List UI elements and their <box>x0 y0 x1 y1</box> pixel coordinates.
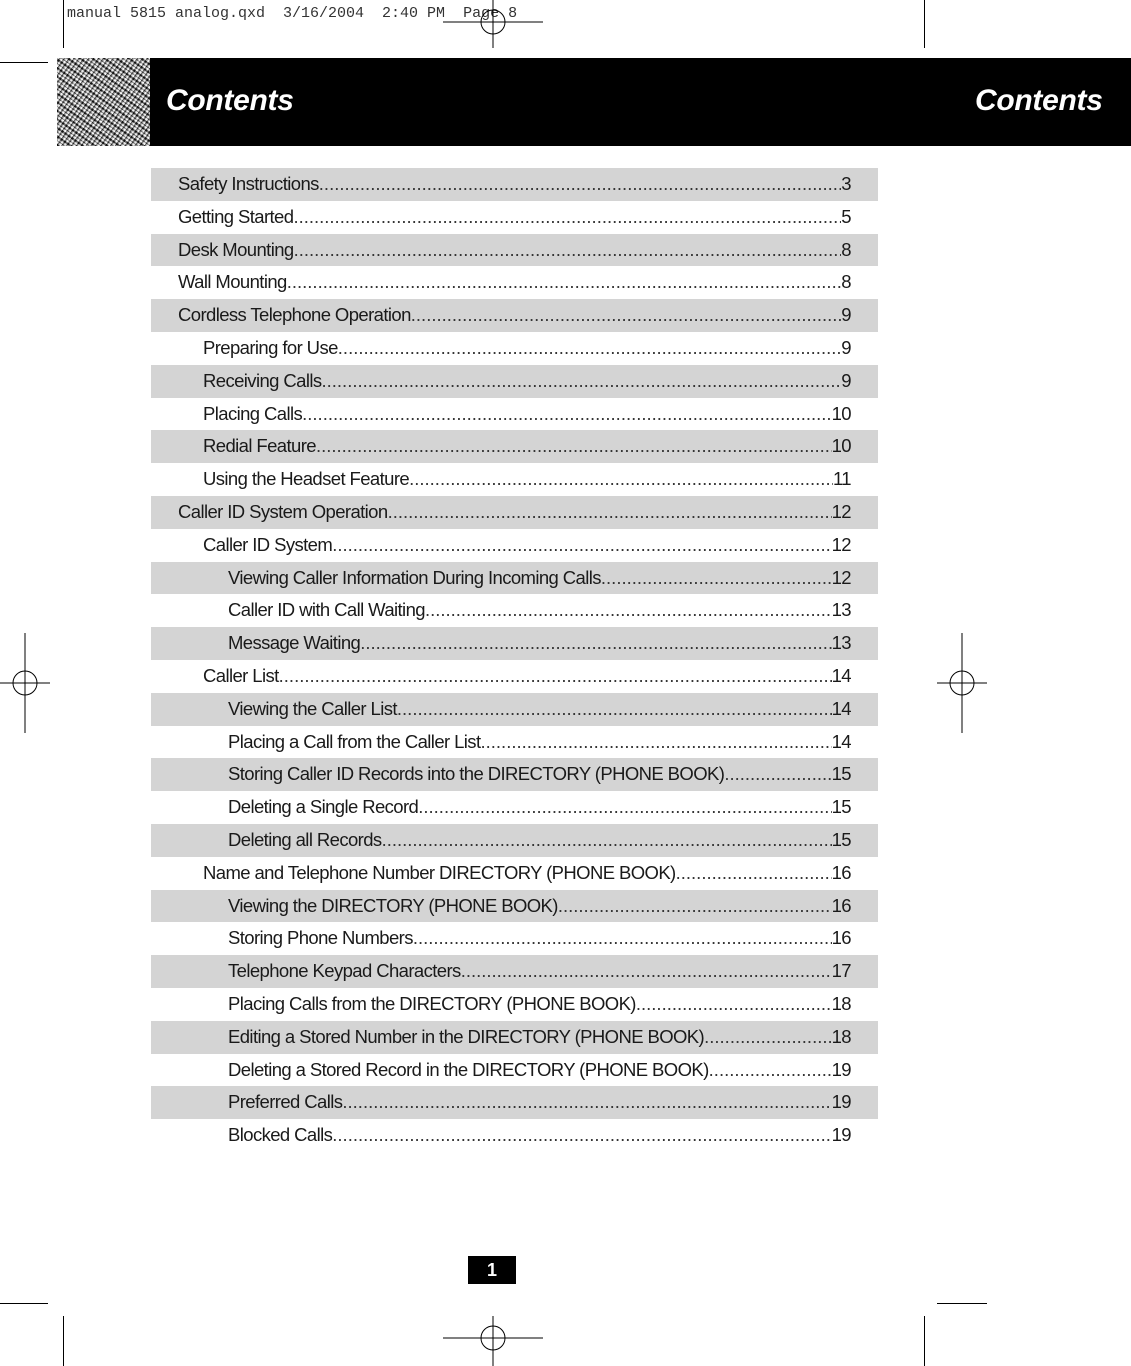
toc-entry-page: 12 <box>831 500 851 522</box>
toc-entry <box>151 496 878 529</box>
crop-mark-bottom-left-h <box>0 1303 48 1304</box>
toc-entry-line <box>203 430 851 463</box>
toc-entry-line <box>203 463 851 496</box>
toc-dot-leader <box>332 529 831 562</box>
toc-entry-line <box>228 824 851 857</box>
toc-entry <box>151 529 878 562</box>
toc-entry-page: 13 <box>831 599 851 621</box>
toc-entry-page: 10 <box>831 435 851 457</box>
toc-dot-leader <box>360 627 831 660</box>
toc-entry <box>151 365 878 398</box>
toc-entry-page: 10 <box>831 402 851 424</box>
toc-entry-page: 15 <box>831 763 851 785</box>
toc-entry <box>151 1119 878 1152</box>
toc-entry-line <box>203 398 851 431</box>
toc-entry-line <box>228 562 851 595</box>
toc-entry-label: Blocked Calls <box>228 1124 333 1146</box>
toc-entry-line <box>203 332 851 365</box>
toc-entry-page: 19 <box>831 1124 851 1146</box>
crop-mark-top-right-v <box>924 0 925 48</box>
registration-mark-top <box>443 0 543 48</box>
toc-dot-leader <box>704 1021 831 1054</box>
toc-dot-leader <box>425 594 832 627</box>
toc-dot-leader <box>636 988 832 1021</box>
toc-dot-leader <box>676 857 832 890</box>
toc-entry <box>151 463 878 496</box>
toc-entry-label: Placing Calls from the DIRECTORY (PHONE BOOK) <box>228 992 636 1014</box>
toc-entry-page: 16 <box>831 894 851 916</box>
toc-entry-page: 9 <box>841 369 851 391</box>
toc-entry <box>151 1086 878 1119</box>
toc-entry <box>151 627 878 660</box>
toc-dot-leader <box>724 758 831 791</box>
toc-dot-leader <box>413 922 832 955</box>
toc-entry-label: Caller ID with Call Waiting <box>228 599 425 621</box>
toc-dot-leader <box>558 890 832 923</box>
registration-mark-bottom <box>443 1316 543 1366</box>
toc-entry-label: Caller ID System <box>203 533 333 555</box>
toc-entry <box>151 955 878 988</box>
toc-entry-label: Receiving Calls <box>203 369 322 391</box>
toc-dot-leader <box>342 1086 831 1119</box>
toc-dot-leader <box>409 463 833 496</box>
crop-mark-bottom-right-v <box>924 1316 925 1366</box>
toc-entry <box>151 168 878 201</box>
toc-entry-label: Getting Started <box>178 205 294 227</box>
toc-entry-label: Deleting all Records <box>228 828 382 850</box>
toc-entry-label: Editing a Stored Number in the DIRECTORY (PHONE BOOK) <box>228 1025 705 1047</box>
toc-dot-leader <box>709 1054 832 1087</box>
toc-entry <box>151 594 878 627</box>
toc-entry-page: 11 <box>832 468 851 490</box>
toc-dot-leader <box>397 693 832 726</box>
toc-entry-page: 16 <box>831 861 851 883</box>
toc-entry-label: Name and Telephone Number DIRECTORY (PHONE BOOK) <box>203 861 676 883</box>
toc-entry-line <box>178 299 851 332</box>
toc-entry-label: Safety Instructions <box>178 173 319 194</box>
toc-entry-line <box>203 365 851 398</box>
toc-entry <box>151 332 878 365</box>
toc-entry-page: 14 <box>831 697 851 719</box>
toc-entry-line <box>178 168 851 201</box>
registration-mark-right <box>937 633 987 733</box>
toc-entry <box>151 791 878 824</box>
toc-entry-line <box>203 529 851 562</box>
toc-dot-leader <box>338 332 842 365</box>
toc-entry-page: 17 <box>831 960 851 982</box>
toc-dot-leader <box>319 168 842 201</box>
toc-dot-leader <box>461 955 832 988</box>
toc-dot-leader <box>287 266 842 299</box>
toc-entry <box>151 988 878 1021</box>
toc-entry-page: 15 <box>831 796 851 818</box>
toc-entry-label: Desk Mounting <box>178 238 294 260</box>
toc-entry <box>151 824 878 857</box>
toc-entry-label: Cordless Telephone Operation <box>178 304 411 326</box>
toc-dot-leader <box>332 1119 831 1152</box>
toc-entry-line <box>228 791 851 824</box>
toc-entry <box>151 857 878 890</box>
toc-dot-leader <box>418 791 831 824</box>
toc-dot-leader <box>601 562 832 595</box>
toc-entry-label: Viewing the DIRECTORY (PHONE BOOK) <box>228 894 558 916</box>
toc-entry <box>151 726 878 759</box>
toc-entry-line <box>178 201 851 234</box>
page-title-left: Contents <box>166 84 294 117</box>
toc-entry-label: Deleting a Stored Record in the DIRECTORY (PHONE BOOK) <box>228 1058 709 1080</box>
header-texture-image <box>57 58 150 146</box>
toc-entry-page: 19 <box>831 1091 851 1113</box>
crop-mark-top-left-h <box>0 62 48 63</box>
toc-entry-label: Viewing the Caller List <box>228 697 397 719</box>
toc-entry-label: Placing Calls <box>203 402 303 424</box>
toc-dot-leader <box>294 234 842 267</box>
toc-entry <box>151 398 878 431</box>
toc-entry-line <box>228 1054 851 1087</box>
toc-entry <box>151 201 878 234</box>
toc-dot-leader <box>388 496 832 529</box>
toc-entry-page: 9 <box>841 336 851 358</box>
toc-entry-line <box>228 594 851 627</box>
registration-mark-left <box>0 633 50 733</box>
toc-entry-label: Viewing Caller Information During Incoming Calls <box>228 566 601 588</box>
toc-entry-line <box>228 922 851 955</box>
toc-entry-page: 13 <box>831 632 851 654</box>
toc-entry-page: 12 <box>831 566 851 588</box>
page-title-right: Contents <box>975 84 1103 117</box>
toc-dot-leader <box>382 824 832 857</box>
toc-entry-line <box>228 1021 851 1054</box>
toc-entry-line <box>203 857 851 890</box>
toc-entry <box>151 299 878 332</box>
toc-entry-page: 16 <box>831 927 851 949</box>
toc-entry-page: 9 <box>841 304 851 326</box>
toc-entry <box>151 562 878 595</box>
toc-entry <box>151 660 878 693</box>
toc-entry-page: 3 <box>841 173 851 194</box>
toc-entry <box>151 1021 878 1054</box>
toc-entry-line <box>228 955 851 988</box>
toc-entry-label: Placing a Call from the Caller List <box>228 730 481 752</box>
toc-entry-line <box>228 890 851 923</box>
toc-entry <box>151 266 878 299</box>
print-slug: manual 5815 analog.qxd 3/16/2004 2:40 PM Page 8 <box>67 5 518 22</box>
toc-entry-label: Preferred Calls <box>228 1091 343 1113</box>
toc-dot-leader <box>411 299 842 332</box>
toc-entry-label: Storing Phone Numbers <box>228 927 413 949</box>
toc-entry-label: Storing Caller ID Records into the DIRECTORY (PHONE BOOK) <box>228 763 725 785</box>
toc-entry-page: 8 <box>841 238 851 260</box>
toc-entry <box>151 922 878 955</box>
toc-entry-page: 14 <box>831 730 851 752</box>
toc-entry-page: 18 <box>831 992 851 1014</box>
toc-entry <box>151 758 878 791</box>
page-number: 1 <box>468 1256 516 1284</box>
toc-entry-label: Caller List <box>203 664 279 686</box>
toc-dot-leader <box>481 726 832 759</box>
toc-entry-line <box>203 660 851 693</box>
toc-entry-label: Redial Feature <box>203 435 316 457</box>
toc-entry-line <box>228 1086 851 1119</box>
toc-entry-label: Using the Headset Feature <box>203 468 410 490</box>
crop-mark-bottom-left-v <box>63 1316 64 1366</box>
toc-entry-line <box>228 726 851 759</box>
toc-entry-line <box>228 693 851 726</box>
toc-dot-leader <box>293 201 841 234</box>
crop-mark-bottom-right-h <box>937 1303 987 1304</box>
toc-entry <box>151 234 878 267</box>
toc-entry <box>151 890 878 923</box>
toc-entry-line <box>178 496 851 529</box>
toc-entry-page: 5 <box>841 205 851 227</box>
toc-dot-leader <box>316 430 832 463</box>
toc-entry-label: Preparing for Use <box>203 336 338 358</box>
toc-entry-label: Telephone Keypad Characters <box>228 960 461 982</box>
crop-mark-top-left-v <box>63 0 64 48</box>
toc-entry-page: 18 <box>831 1025 851 1047</box>
toc-entry-page: 12 <box>831 533 851 555</box>
toc-entry <box>151 693 878 726</box>
toc-entry-label: Caller ID System Operation <box>178 500 388 522</box>
table-of-contents <box>151 168 878 1152</box>
toc-entry-label: Deleting a Single Record <box>228 796 419 818</box>
toc-entry-line <box>178 266 851 299</box>
toc-entry <box>151 430 878 463</box>
toc-entry-label: Wall Mounting <box>178 271 287 293</box>
toc-dot-leader <box>322 365 842 398</box>
toc-entry <box>151 1054 878 1087</box>
toc-entry-page: 15 <box>831 828 851 850</box>
toc-entry-line <box>178 234 851 267</box>
toc-entry-label: Message Waiting <box>228 632 361 654</box>
toc-dot-leader <box>279 660 832 693</box>
toc-entry-line <box>228 1119 851 1152</box>
toc-entry-line <box>228 758 851 791</box>
toc-entry-line <box>228 627 851 660</box>
toc-entry-page: 19 <box>831 1058 851 1080</box>
toc-entry-line <box>228 988 851 1021</box>
toc-dot-leader <box>302 398 831 431</box>
toc-entry-page: 14 <box>831 664 851 686</box>
toc-entry-page: 8 <box>841 271 851 293</box>
